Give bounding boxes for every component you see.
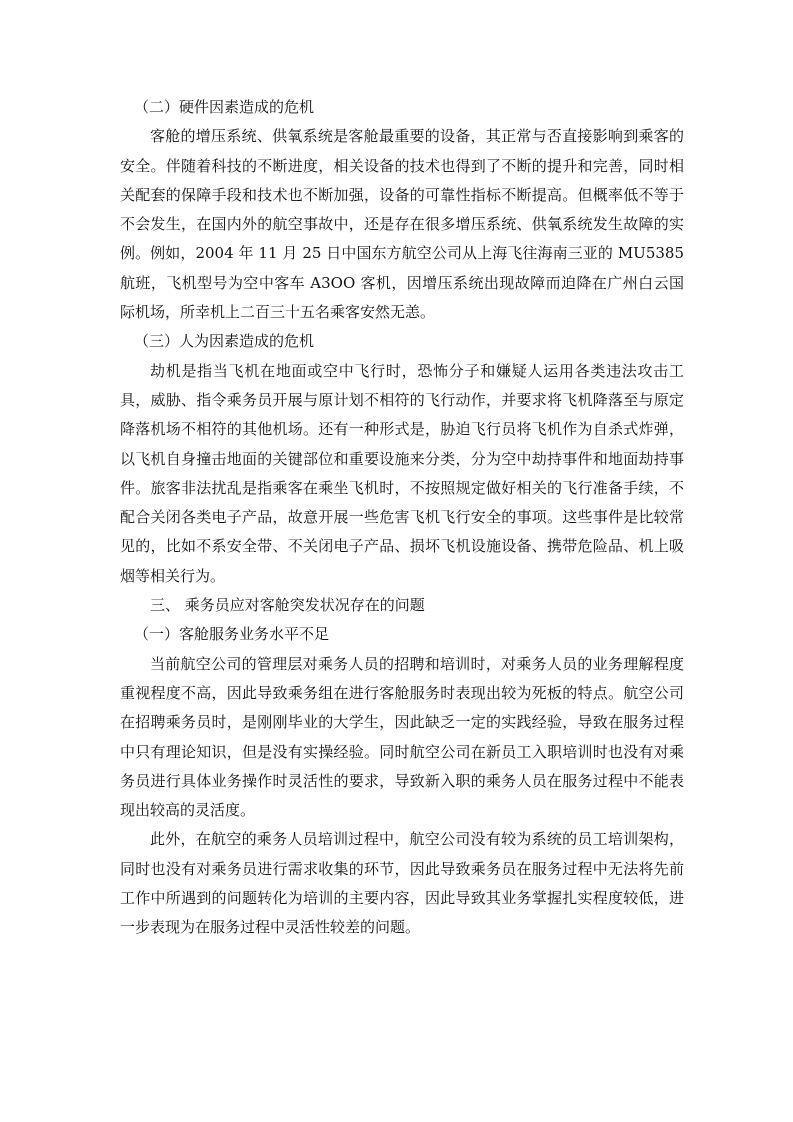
paragraph-hardware: 客舱的增压系统、供氧系统是客舱最重要的设备，其正常与否直接影响到乘客的安全。伴随着科技的不断进度，相关设备的技术也得到了不断的提升和完善，同时相关配套的保障手段和技术也不断加强，设备的可靠性指标不断提高。但概率低不等于不会发生，在国内外的航空事故中，还是存在很多增压系统、供氧系统发生故障的实例。例如，2004 年 11 月 25 日中国东方航空公司从上海飞往海南三亚的 MU5385 航班，飞机型号为空中客车 A3OO 客机，因增压系统出现故障而迫降在广州白云国际机场，所幸机上二百三十五名乘客安然无恙。 [120,127,684,322]
paragraph-service-2: 此外，在航空的乘务人员培训过程中，航空公司没有较为系统的员工培训架构，同时也没有对乘务员进行需求收集的环节，因此导致乘务员在服务过程中无法将先前工作中所遇到的问题转化为培训的主要内容，因此导致其业务掌握扎实程度较低，进一步表现为在服务过程中灵活性较差的问题。 [120,830,684,937]
subsection-heading-human: （三）人为因素造成的危机 [134,332,315,351]
paragraph-service-1: 当前航空公司的管理层对乘务人员的招聘和培训时，对乘务人员的业务理解程度重视程度不高，因此导致乘务组在进行客舱服务时表现出较为死板的特点。航空公司在招聘乘务员时，是刚刚毕业的大学生，因此缺乏一定的实践经验，导致在服务过程中只有理论知识，但是没有实操经验。同时航空公司在新员工入职培训时也没有对乘务员进行具体业务操作时灵活性的要求，导致新入职的乘务人员在服务过程中不能表现出较高的灵活度。 [120,654,684,820]
section-heading-3: 三、 乘务员应对客舱突发状况存在的问题 [150,596,425,615]
subsection-heading-service: （一）客舱服务业务水平不足 [134,625,330,644]
document-body [120,93,684,943]
paragraph-human: 劫机是指当飞机在地面或空中飞行时，恐怖分子和嫌疑人运用各类违法攻击工具，威胁、指令乘务员开展与原计划不相符的飞行动作，并要求将飞机降落至与原定降落机场不相符的其他机场。还有一种形式是，胁迫飞行员将飞机作为自杀式炸弹，以飞机自身撞击地面的关键部位和重要设施来分类，分为空中劫持事件和地面劫持事件。旅客非法扰乱是指乘客在乘坐飞机时，不按照规定做好相关的飞行准备手续，不配合关闭各类电子产品，故意开展一些危害飞机飞行安全的事项。这些事件是比较常见的，比如不系安全带、不关闭电子产品、损坏飞机设施设备、携带危险品、机上吸烟等相关行为。 [120,361,684,585]
subsection-heading-hardware: （二）硬件因素造成的危机 [134,98,315,116]
